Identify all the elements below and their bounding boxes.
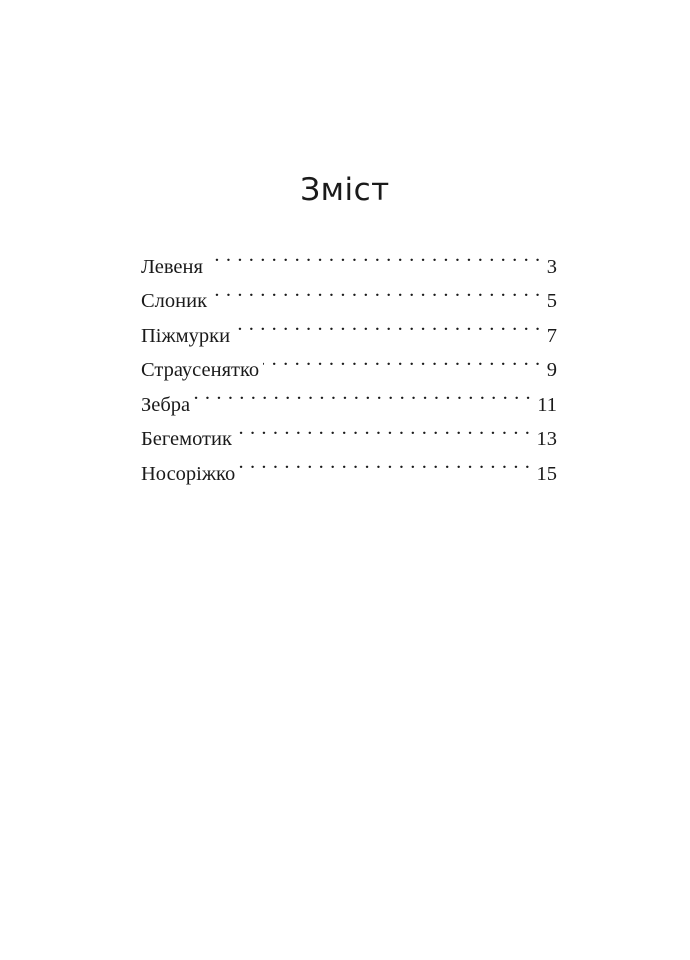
dot-leader: [239, 445, 530, 480]
toc-page-number: 11: [537, 393, 557, 416]
toc-entry-behemotyk[interactable]: [141, 411, 557, 450]
dot-leader: [194, 376, 531, 411]
page-title: Зміст: [300, 172, 390, 208]
toc-entry-title: Страусенятко: [141, 359, 260, 381]
toc-page-number: 13: [536, 428, 557, 450]
toc-entry-title: Піжмурки: [141, 324, 231, 347]
dot-leader: [263, 342, 541, 377]
toc-entry-zebra[interactable]: [141, 376, 557, 416]
toc-page-number: 9: [546, 359, 557, 381]
table-of-contents: [141, 238, 557, 485]
toc-page-number: 15: [536, 462, 557, 485]
toc-entry-title: Слоник: [141, 290, 208, 312]
toc-page-number: 5: [546, 290, 557, 312]
toc-entry-title: Зебра: [141, 393, 191, 416]
dot-leader: [236, 411, 531, 446]
toc-entry-title: Бегемотик: [141, 428, 232, 450]
toc-page-number: 3: [546, 255, 557, 278]
toc-entry-levenia[interactable]: [141, 238, 557, 278]
dot-leader: [234, 307, 541, 342]
toc-entry-title: Носоріжко: [141, 462, 236, 485]
toc-entry-title: Левеня: [141, 255, 203, 278]
dot-leader: [211, 273, 541, 308]
toc-page-number: 7: [546, 324, 557, 347]
dot-leader: [207, 238, 541, 273]
